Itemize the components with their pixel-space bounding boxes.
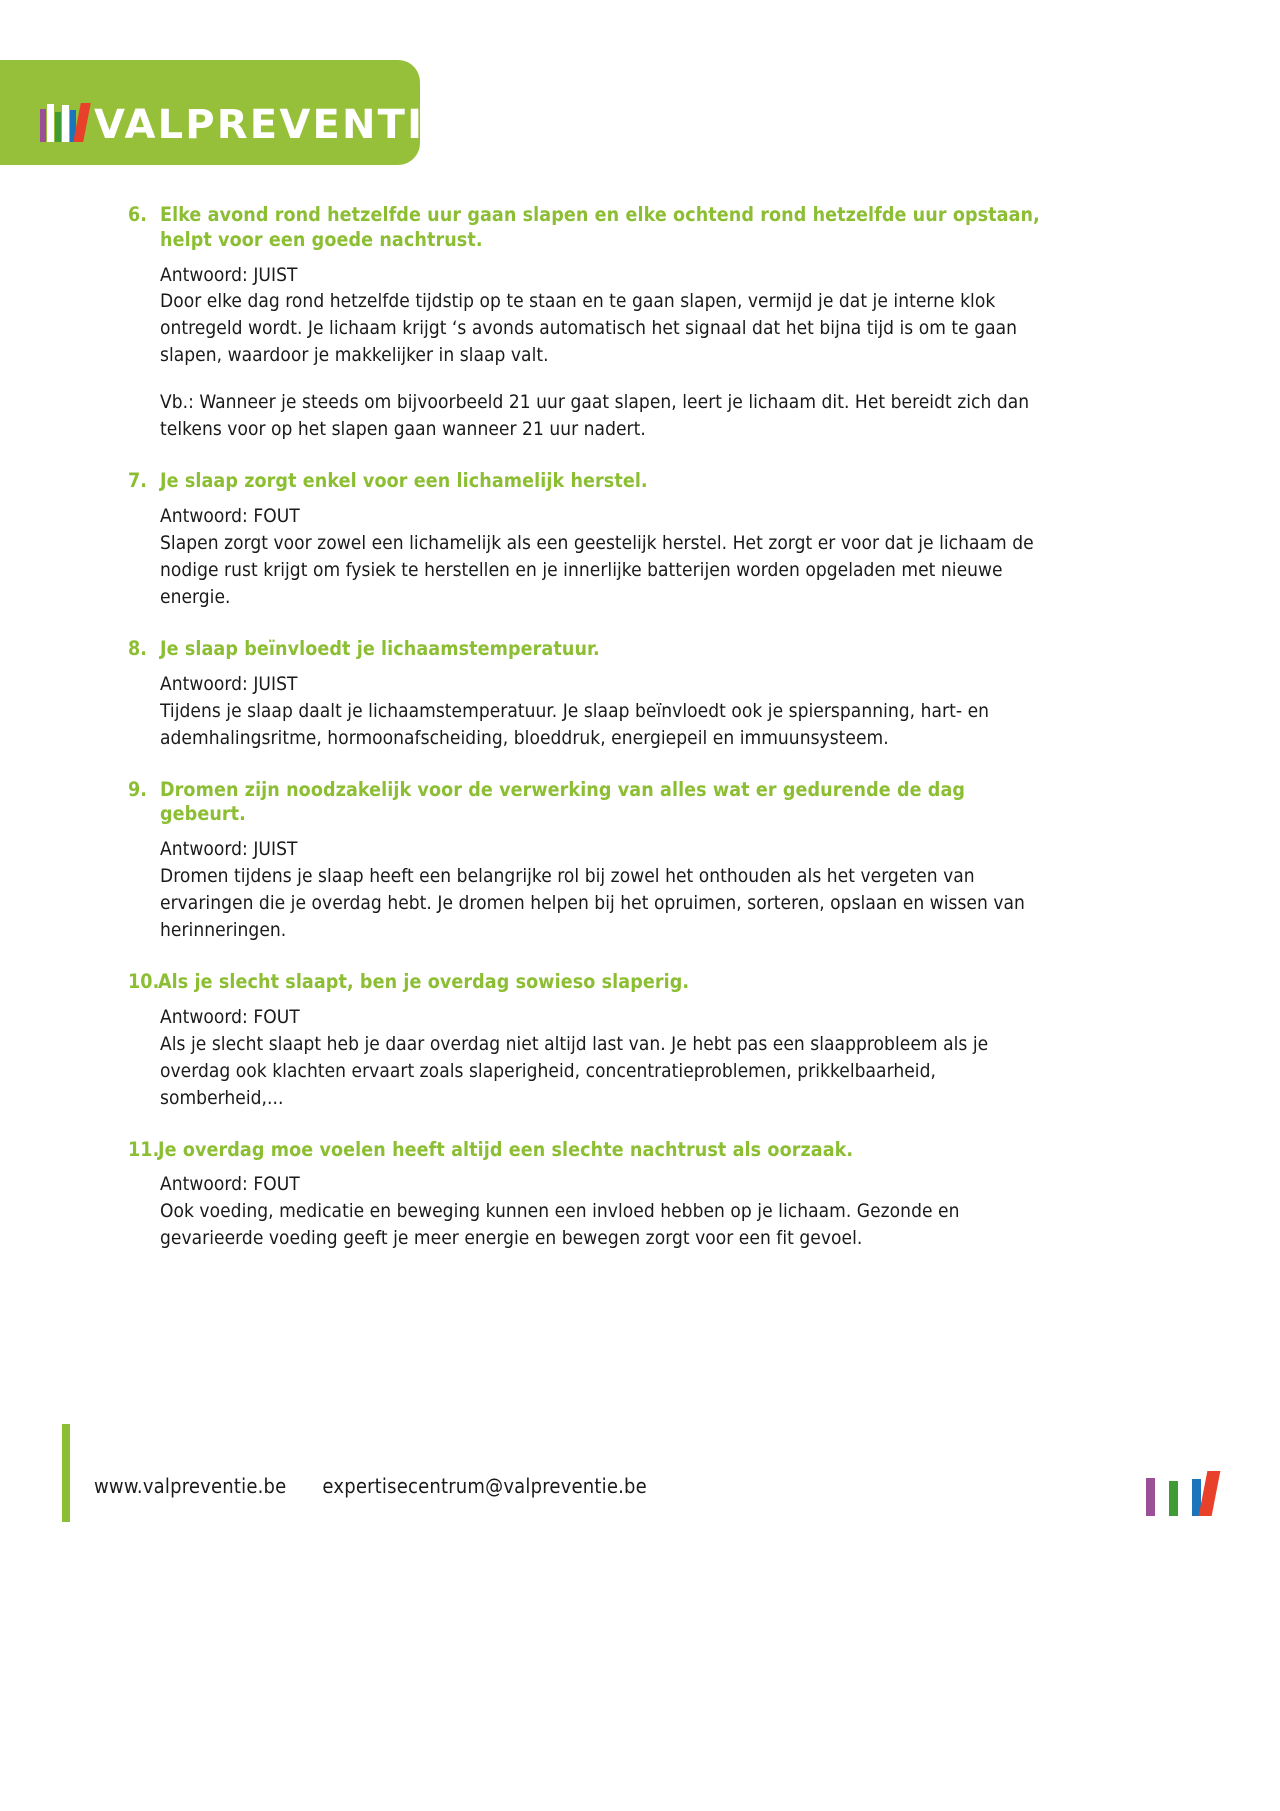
- question-heading: [128, 778, 1040, 828]
- explanation-text: Ook voeding, medicatie en beweging kunnen een invloed hebben op je lichaam. Gezonde en gevarieerde voeding geeft je meer energie en bewegen zorgt voor een fit gevoel.: [160, 1200, 960, 1250]
- books-icon: [40, 102, 88, 142]
- question-body: [160, 503, 1040, 611]
- explanation-text: Dromen tijdens je slaap heeft een belangrijke rol bij zowel het onthouden als het vergeten van ervaringen die je overdag hebt. Je dromen helpen bij het opruimen, sorteren, opslaan en wissen van herinneringen.: [160, 865, 1025, 941]
- question-text: Dromen zijn noodzakelijk voor de verwerking van alles wat er gedurende de dag gebeurt.: [160, 777, 966, 826]
- question-heading: [128, 203, 1040, 253]
- question-heading: [128, 970, 1040, 995]
- footer-contact: [94, 1474, 647, 1498]
- qa-item: [128, 970, 1040, 1112]
- question-body: [160, 671, 1040, 752]
- question-heading: [128, 637, 1040, 662]
- question-text: Elke avond rond hetzelfde uur gaan slapen en elke ochtend rond hetzelfde uur opstaan, helpt voor een goede nachtrust.: [160, 203, 1040, 251]
- question-number: 7.: [128, 469, 148, 493]
- question-body: [160, 836, 1040, 944]
- answer-line: Antwoord: FOUT: [160, 1173, 300, 1196]
- question-number: 8.: [128, 636, 148, 660]
- question-text: Je slaap zorgt enkel voor een lichamelijk herstel.: [160, 469, 648, 493]
- question-heading: [128, 1138, 1040, 1163]
- question-body: [160, 262, 1040, 444]
- qa-item: [128, 1138, 1040, 1253]
- explanation-text: Tijdens je slaap daalt je lichaamstemperatuur. Je slaap beïnvloedt ook je spierspanning, hart- en ademhalingsritme, hormoonafscheiding, bloeddruk, energiepeil en immuunsysteem.: [160, 699, 990, 749]
- qa-item: [128, 778, 1040, 944]
- footer-accent-bar: [62, 1424, 70, 1522]
- answer-line: Antwoord: JUIST: [160, 263, 298, 286]
- quiz-answers-list: [128, 203, 1040, 1278]
- question-body: [160, 1004, 1040, 1112]
- books-icon: [1146, 1470, 1218, 1516]
- question-number: 6.: [128, 203, 148, 226]
- brand-suffix: .be: [453, 119, 492, 144]
- question-text: Je overdag moe voelen heeft altijd een slechte nachtrust als oorzaak.: [158, 1137, 854, 1161]
- brand-tagline: Week van de Valpreventie: [495, 126, 699, 143]
- answer-line: Antwoord: JUIST: [160, 672, 298, 695]
- explanation-text: Door elke dag rond hetzelfde tijdstip op te staan en te gaan slapen, vermijd je dat je interne klok ontregeld wordt. Je lichaam krijgt ‘s avonds automatisch het signaal dat het bijna tijd is om te gaan slapen, waardoor je makkelijker in slaap valt.: [160, 290, 1018, 367]
- question-text: Als je slecht slaapt, ben je overdag sowieso slaperig.: [158, 969, 690, 993]
- qa-item: [128, 637, 1040, 752]
- question-text: Je slaap beïnvloedt je lichaamstemperatuur.: [160, 636, 600, 660]
- question-body: [160, 1171, 1040, 1252]
- answer-line: Antwoord: FOUT: [160, 1005, 300, 1028]
- valpreventie-logo[interactable]: [40, 82, 699, 149]
- explanation-text: Slapen zorgt voor zowel een lichamelijk als een geestelijk herstel. Het zorgt er voor dat je lichaam de nodige rust krijgt om fysiek te herstellen en je innerlijke batterijen worden opgeladen met nieuwe energie.: [160, 532, 1034, 608]
- qa-item: [128, 469, 1040, 611]
- footer-website-link[interactable]: www.valpreventie.be: [94, 1474, 287, 1498]
- question-number: 11.: [128, 1137, 160, 1161]
- question-heading: [128, 469, 1040, 494]
- answer-line: Antwoord: JUIST: [160, 838, 298, 861]
- footer-email-link[interactable]: expertisecentrum@valpreventie.be: [322, 1474, 647, 1498]
- brand-name: VALPREVENTIE: [94, 102, 454, 149]
- example-text: Vb.: Wanneer je steeds om bijvoorbeeld 21 uur gaat slapen, leert je lichaam dit. Het bereidt zich dan telkens voor op het slapen gaan wanneer 21 uur nadert.: [160, 391, 1030, 441]
- brand-wordmark: [94, 102, 491, 148]
- qa-item: [128, 203, 1040, 443]
- question-number: 10.: [128, 969, 160, 993]
- question-number: 9.: [128, 777, 148, 801]
- answer-line: Antwoord: FOUT: [160, 505, 300, 528]
- explanation-text: Als je slecht slaapt heb je daar overdag niet altijd last van. Je hebt pas een slaapprobleem als je overdag ook klachten ervaart zoals slaperigheid, concentratieproblemen, prikkelbaarheid, somberheid,...: [160, 1032, 989, 1109]
